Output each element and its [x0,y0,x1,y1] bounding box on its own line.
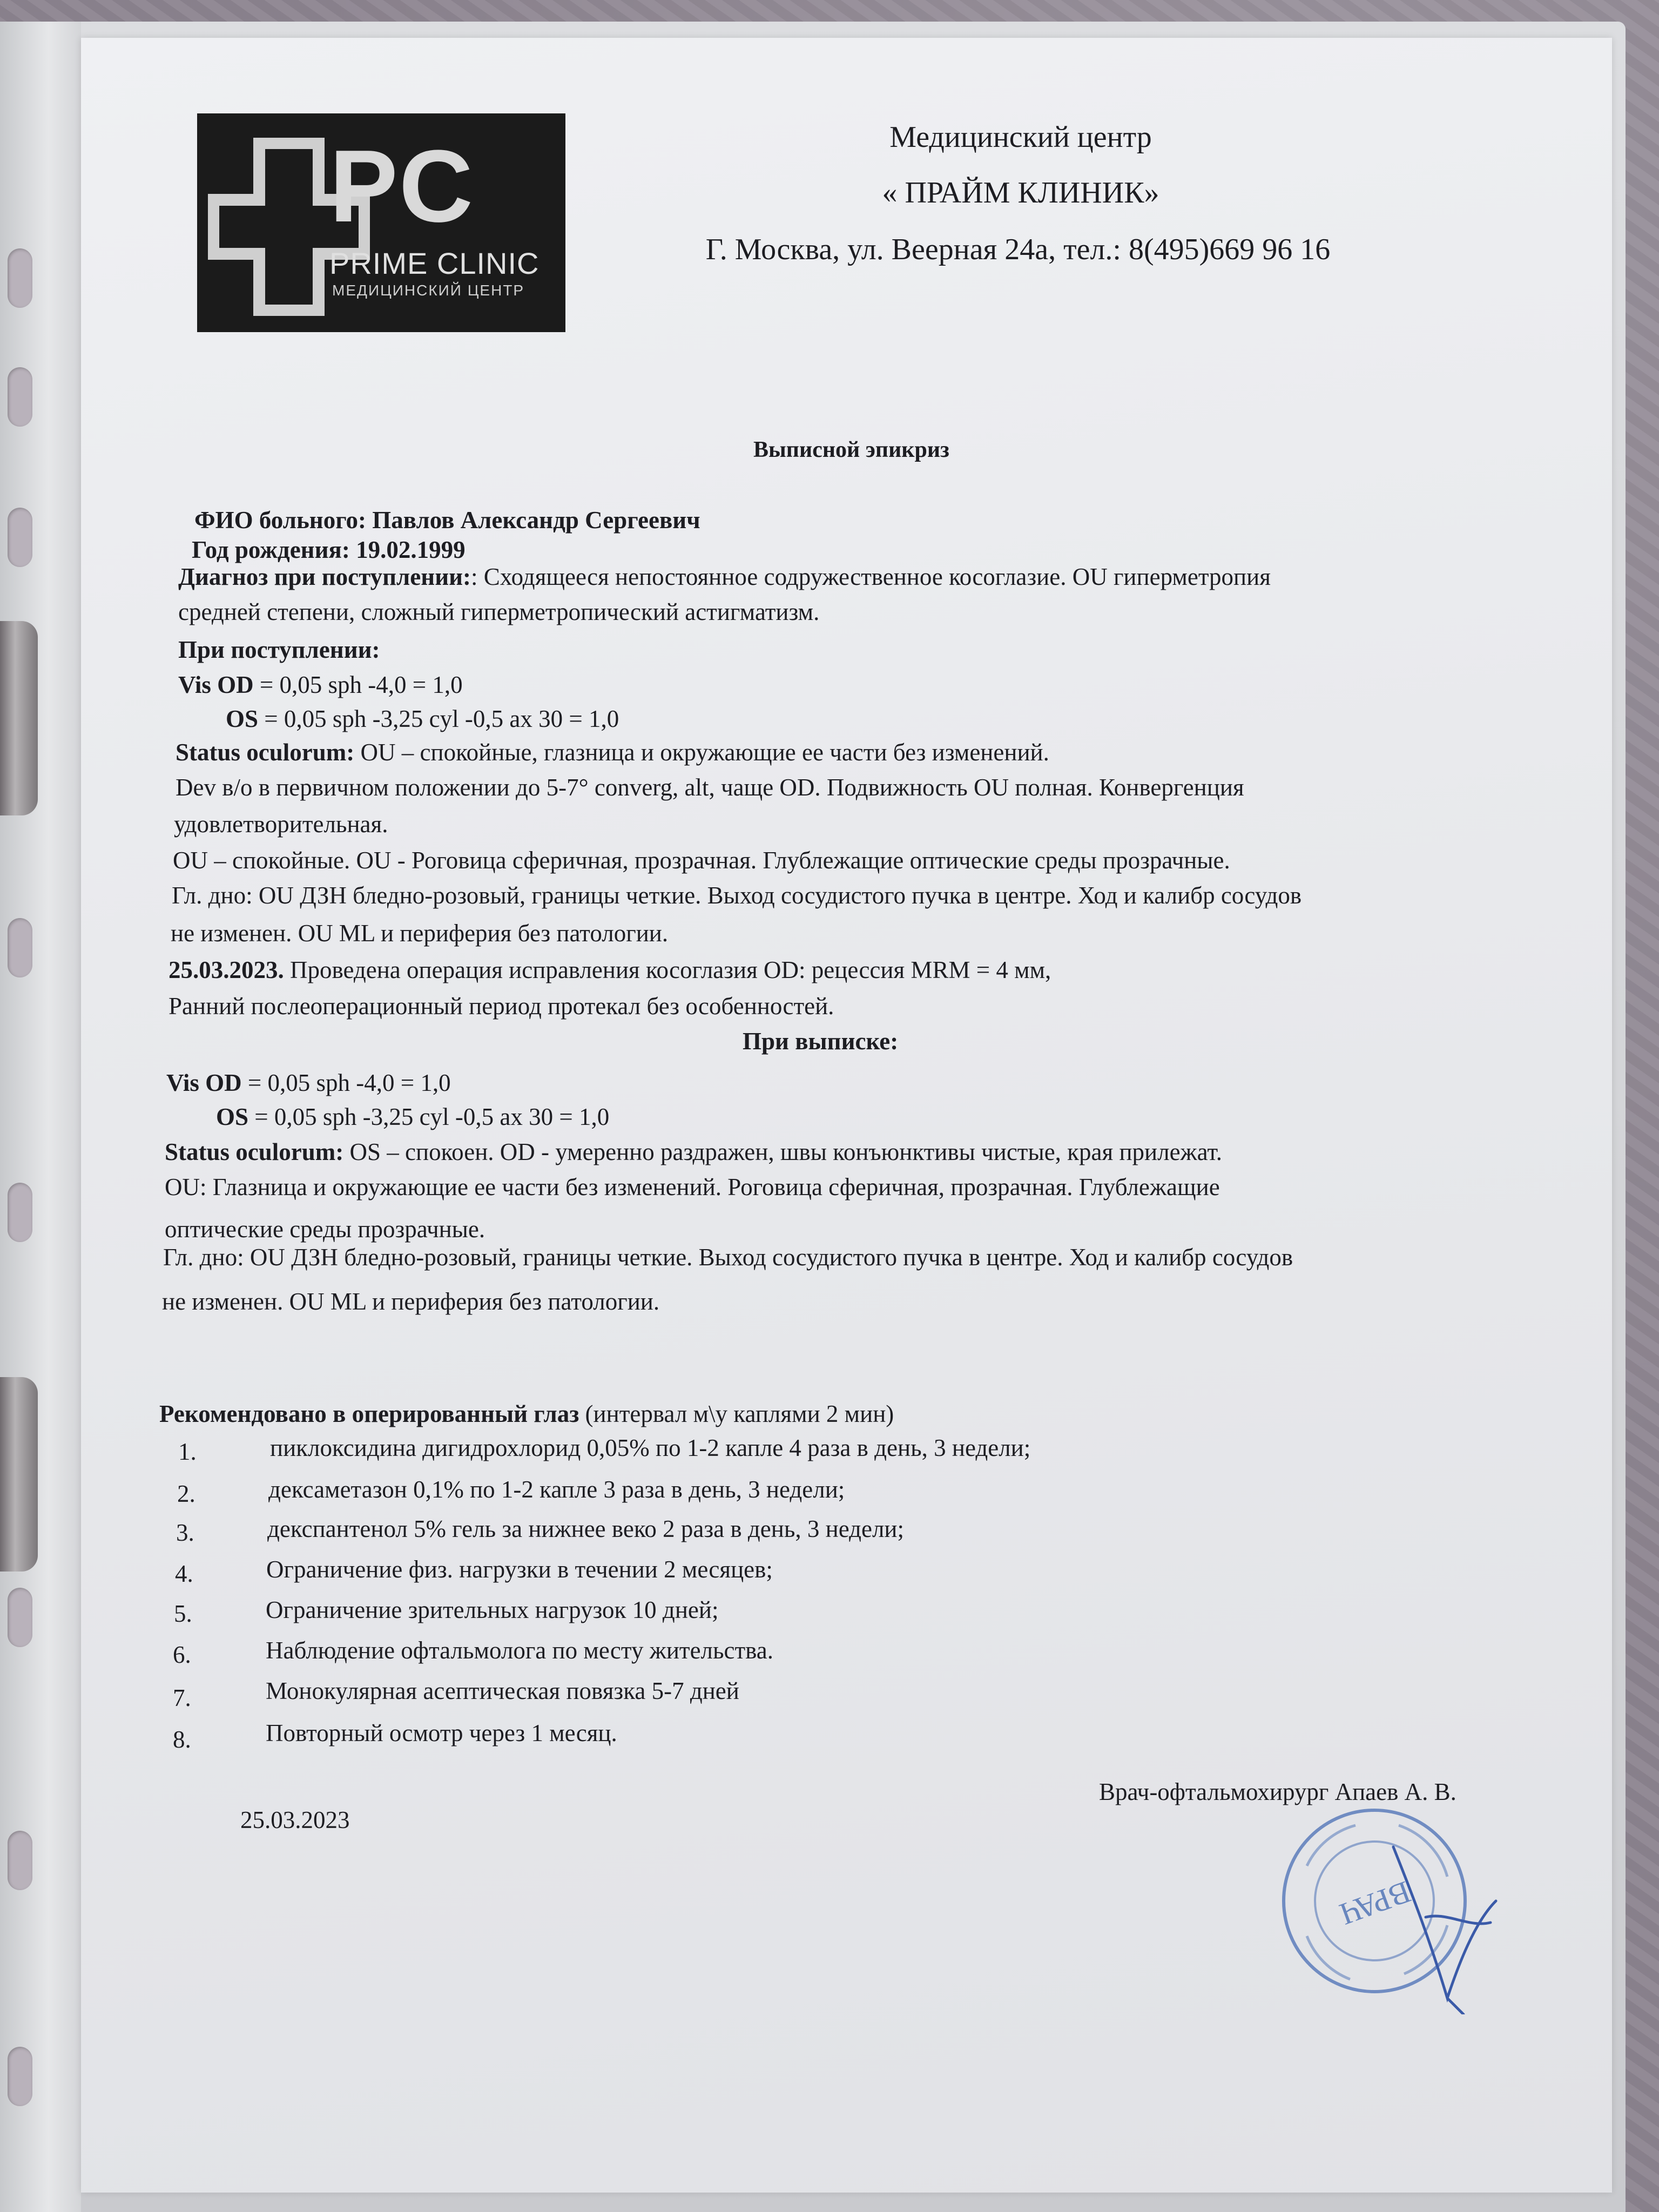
adm-dev-line-2: удовлетворительная. [174,811,388,838]
list-item: Ограничение зрительных нагрузок 10 дней; [266,1596,719,1623]
list-item: Повторный осмотр через 1 месяц. [266,1719,617,1746]
list-item: пиклоксидина дигидрохлорид 0,05% по 1-2 капле 4 раза в день, 3 недели; [270,1434,1031,1461]
list-item-number: 8. [173,1726,191,1753]
list-item: Ограничение физ. нагрузки в течении 2 месяцев; [266,1556,773,1583]
adm-dev-line-1: Dev в/о в первичном положении до 5-7° converg, alt, чаще OD. Подвижность OU полная. Конвергенция [176,774,1244,801]
patient-label: ФИО больного: [194,507,366,534]
dis-status-value: OS – спокоен. OD - умеренно раздражен, швы конъюнктивы чистые, края прилежат. [349,1138,1222,1165]
dis-fundus-line-2: не изменен. OU ML и периферия без патологии. [162,1288,660,1315]
adm-status [176,737,1049,767]
punch-hole [8,1183,32,1242]
dis-ou-line-2: оптические среды прозрачные. [165,1216,485,1243]
binder-strip [0,22,81,2212]
diagnosis-text: : Сходящееся непостоянное содружественное косоглазие. OU гиперметропия [471,563,1271,590]
patient-line [194,505,700,535]
birth-label: Год рождения: [192,536,350,563]
admission-heading: При поступлении: [178,636,380,663]
binder-ring [0,1377,38,1572]
patient-name: Павлов Александр Сергеевич [372,507,700,534]
document-date: 25.03.2023 [240,1806,350,1833]
adm-vis-od [178,670,463,700]
recommend-heading [159,1399,894,1429]
diagnosis-line-2: средней степени, сложный гиперметропический астигматизм. [178,598,820,625]
birth-date: 19.02.1999 [356,536,466,563]
dis-vis-od-value: = 0,05 sph -4,0 = 1,0 [247,1069,451,1096]
list-item-number: 3. [176,1519,194,1546]
dis-vis-od [166,1068,451,1098]
dis-vis-od-label: Vis OD [166,1069,242,1096]
list-item: декспантенол 5% гель за нижнее веко 2 раза в день, 3 недели; [267,1515,904,1542]
punch-hole [8,918,32,977]
list-item-number: 5. [174,1600,192,1627]
dis-os-label: OS [216,1103,249,1130]
handwritten-signature [1382,1836,1512,2014]
adm-status-label: Status oculorum: [176,739,355,766]
birth-line [192,535,466,565]
dis-os [216,1102,609,1132]
postop-text: Ранний послеоперационный период протекал без особенностей. [168,993,834,1020]
surgery-line [168,955,1051,985]
surgery-text: Проведена операция исправления косоглазия OD: рецессия MRM = 4 мм, [290,956,1051,983]
list-item-number: 2. [177,1480,195,1507]
clinic-logo [197,113,565,332]
list-item-number: 4. [175,1560,193,1587]
discharge-heading: При выписке: [743,1028,899,1055]
adm-fundus-line-1: Гл. дно: OU ДЗН бледно-розовый, границы четкие. Выход сосудистого пучка в центре. Ход и калибр сосудов [172,882,1302,909]
adm-ou: OU – спокойные. OU - Роговица сферичная, прозрачная. Глублежащие оптические среды прозрачные. [173,847,1230,874]
punch-hole [8,1831,32,1890]
dis-ou-line-1: OU: Глазница и окружающие ее части без изменений. Роговица сферичная, прозрачная. Глублежащие [165,1174,1220,1201]
diagnosis-label: Диагноз при поступлении: [178,563,471,590]
dis-status [165,1137,1222,1167]
punch-hole [8,1588,32,1647]
recommend-label: Рекомендовано в оперированный глаз [159,1400,579,1427]
list-item-number: 6. [173,1641,191,1668]
adm-os-value: = 0,05 sph -3,25 cyl -0,5 ax 30 = 1,0 [264,705,619,732]
logo-text: PC [329,129,474,244]
list-item-number: 7. [173,1684,191,1711]
logo-subtitle: МЕДИЦИНСКИЙ ЦЕНТР [332,282,525,299]
doctor-signature-line: Врач-офтальмохирург Апаев А. В. [1099,1778,1456,1805]
dis-status-label: Status oculorum: [165,1138,344,1165]
dis-fundus-line-1: Гл. дно: OU ДЗН бледно-розовый, границы четкие. Выход сосудистого пучка в центре. Ход и калибр сосудов [163,1244,1293,1271]
binder-ring [0,621,38,815]
org-address: Г. Москва, ул. Веерная 24а, тел.: 8(495)669 96 16 [705,233,1331,266]
org-line-2: « ПРАЙМ КЛИНИК» [882,176,1159,210]
list-item: Наблюдение офтальмолога по месту жительства. [266,1637,774,1664]
adm-status-value: OU – спокойные, глазница и окружающие ее части без изменений. [360,739,1049,766]
adm-os-label: OS [226,705,259,732]
adm-vis-od-value: = 0,05 sph -4,0 = 1,0 [259,671,463,698]
punch-hole [8,367,32,427]
recommend-note: (интервал м\у каплями 2 мин) [585,1400,894,1427]
punch-hole [8,508,32,567]
list-item: дексаметазон 0,1% по 1-2 капле 3 раза в день, 3 недели; [268,1476,845,1503]
stamp-text: ВРАЧ [1335,1874,1415,1932]
adm-os [226,704,619,734]
adm-vis-od-label: Vis OD [178,671,254,698]
surgery-date: 25.03.2023. [168,956,284,983]
dis-os-value: = 0,05 sph -3,25 cyl -0,5 ax 30 = 1,0 [254,1103,610,1130]
adm-fundus-line-2: не изменен. OU ML и периферия без патологии. [171,920,669,947]
list-item-number: 1. [178,1438,197,1465]
diagnosis-line-1 [178,562,1271,592]
punch-hole [8,2047,32,2106]
punch-hole [8,248,32,308]
list-item: Монокулярная асептическая повязка 5-7 дней [266,1677,739,1704]
document-title: Выписной эпикриз [753,437,949,462]
logo-name: PRIME CLINIC [329,246,539,280]
org-line-1: Медицинский центр [889,120,1152,154]
